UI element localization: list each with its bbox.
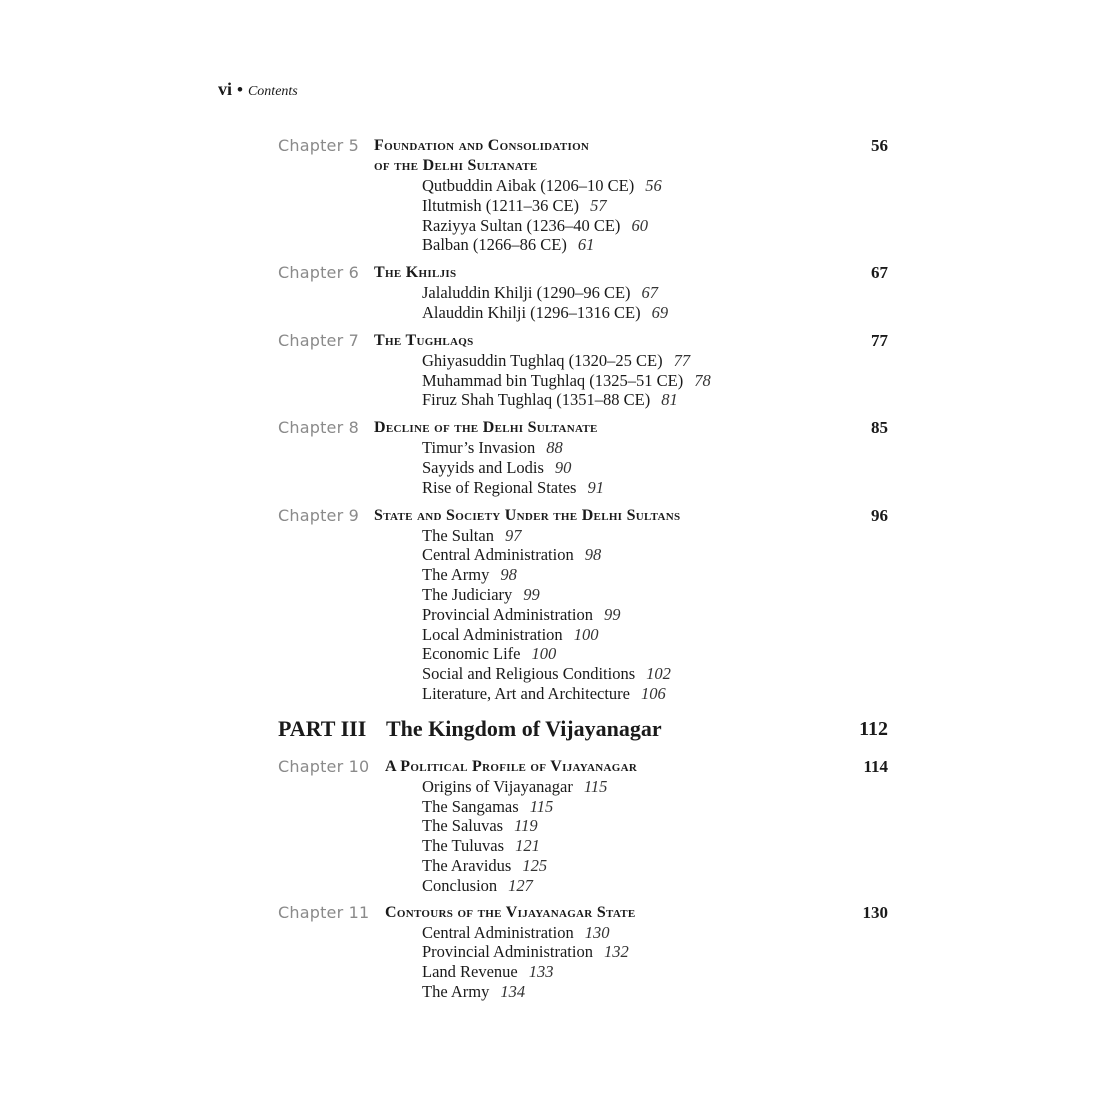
page-number: vi	[218, 79, 233, 99]
section-title: Balban (1266–86 CE)	[422, 235, 567, 255]
chapter-label: Chapter 7	[278, 330, 360, 350]
section-title: The Army	[422, 565, 490, 585]
chapter-entry	[278, 331, 888, 410]
chapters-group-a	[278, 136, 888, 704]
section-page: 121	[515, 836, 540, 856]
section-page: 115	[529, 796, 554, 816]
section-title: Literature, Art and Architecture	[422, 683, 630, 703]
section-item	[422, 526, 888, 546]
section-list	[278, 526, 888, 704]
section-item	[422, 438, 888, 458]
section-page: 91	[587, 477, 604, 497]
section-title: Land Revenue	[422, 962, 518, 982]
section-page: 57	[590, 195, 607, 215]
table-of-contents	[278, 136, 888, 1010]
section-item	[422, 856, 888, 876]
section-item	[422, 816, 888, 836]
section-page: 78	[694, 370, 711, 390]
section-title: Provincial Administration	[422, 942, 593, 962]
section-item	[422, 545, 888, 565]
section-item	[422, 777, 888, 797]
chapter-title: Contours of the Vijayanagar State	[385, 903, 636, 921]
section-list	[278, 777, 888, 896]
section-page: 56	[645, 176, 662, 195]
section-title: Social and Religious Conditions	[422, 664, 636, 684]
running-head	[218, 79, 298, 102]
section-page: 97	[504, 525, 522, 545]
section-title: Iltutmish (1211–36 CE)	[422, 195, 580, 215]
section-title: Sayyids and Lodis	[422, 457, 544, 477]
chapters-group-b	[278, 757, 888, 1002]
chapter-line	[278, 331, 888, 351]
section-page: 119	[514, 816, 538, 836]
section-page: 99	[523, 584, 540, 604]
section-page: 88	[546, 438, 563, 458]
section-title: Ghiyasuddin Tughlaq (1320–25 CE)	[422, 350, 663, 370]
section-page: 67	[641, 283, 659, 303]
section-title: The Sultan	[422, 525, 494, 545]
chapter-label: Chapter 5	[278, 136, 360, 155]
chapter-page: 85	[871, 418, 888, 438]
section-item	[422, 797, 888, 817]
section-item	[422, 565, 888, 585]
section-item	[422, 625, 888, 645]
section-item	[422, 458, 888, 478]
chapter-title-line2: of the Delhi Sultanate	[374, 157, 538, 174]
section-page: 90	[554, 457, 572, 477]
chapter-label: Chapter 10	[278, 756, 370, 776]
chapter-line	[278, 903, 888, 923]
chapter-title: Decline of the Delhi Sultanate	[374, 419, 598, 437]
chapter-label: Chapter 9	[278, 505, 360, 525]
section-page: 60	[631, 215, 648, 235]
section-page: 98	[500, 565, 517, 585]
section-title: Economic Life	[422, 644, 521, 664]
chapter-entry	[278, 263, 888, 323]
section-title: Central Administration	[422, 922, 574, 942]
chapter-title: Foundation and Consolidation	[374, 137, 590, 154]
section-title: Jalaluddin Khilji (1290–96 CE)	[422, 283, 631, 303]
chapter-page: 114	[863, 756, 888, 776]
section-title: Muhammad bin Tughlaq (1325–51 CE)	[422, 370, 684, 390]
section-list	[278, 923, 888, 1002]
section-list	[278, 351, 888, 410]
section-item	[422, 982, 888, 1002]
chapter-line	[278, 418, 888, 438]
part-label: PART III	[278, 715, 367, 741]
section-list	[278, 283, 888, 323]
chapter-page: 67	[871, 263, 888, 283]
section-title: Raziyya Sultan (1236–40 CE)	[422, 215, 621, 235]
section-title: Origins of Vijayanagar	[422, 776, 573, 796]
section-item	[422, 390, 888, 410]
section-title: The Judiciary	[422, 584, 513, 604]
section-page: 106	[641, 683, 666, 703]
section-item	[422, 585, 888, 605]
chapter-label: Chapter 6	[278, 263, 360, 283]
chapter-entry	[278, 418, 888, 497]
chapter-title: State and Society Under the Delhi Sultans	[374, 506, 681, 524]
section-item	[422, 478, 888, 498]
section-item	[422, 876, 888, 896]
chapter-page: 77	[871, 330, 888, 350]
section-item	[422, 351, 888, 371]
chapter-label: Chapter 8	[278, 418, 360, 438]
running-title: Contents	[247, 84, 298, 99]
section-item	[422, 684, 888, 704]
section-item	[422, 836, 888, 856]
section-page: 133	[528, 962, 554, 982]
section-item	[422, 942, 888, 962]
part-heading	[278, 714, 888, 744]
chapter-page: 96	[871, 505, 888, 525]
section-page: 81	[661, 390, 678, 410]
section-title: The Army	[422, 981, 490, 1001]
chapter-line	[278, 506, 888, 526]
chapter-title: The Khiljis	[374, 264, 457, 282]
section-page: 125	[522, 855, 548, 875]
chapter-entry	[278, 136, 888, 255]
section-item	[422, 283, 888, 303]
section-title: The Tuluvas	[422, 836, 505, 856]
section-page: 61	[577, 235, 595, 255]
chapter-line	[278, 757, 888, 777]
section-item	[422, 371, 888, 391]
section-title: Provincial Administration	[422, 604, 593, 624]
section-page: 77	[673, 350, 691, 370]
section-item	[422, 962, 888, 982]
section-item	[422, 664, 888, 684]
section-page: 100	[573, 624, 599, 644]
chapter-page: 56	[871, 136, 888, 155]
section-title: The Sangamas	[422, 796, 519, 816]
section-page: 134	[500, 981, 526, 1001]
separator: •	[237, 80, 243, 99]
section-title: Central Administration	[422, 545, 574, 565]
section-item	[422, 923, 888, 943]
chapter-title: The Tughlaqs	[374, 331, 474, 349]
chapter-page: 130	[862, 902, 888, 922]
section-title: The Aravidus	[422, 855, 512, 875]
chapter-entry	[278, 506, 888, 704]
part-page: 112	[859, 717, 888, 740]
section-title: Conclusion	[422, 875, 498, 895]
chapter-entry	[278, 757, 888, 896]
section-page: 99	[603, 604, 621, 624]
section-page: 130	[584, 922, 610, 942]
chapter-line	[278, 136, 888, 156]
section-item	[422, 303, 888, 323]
section-page: 115	[583, 776, 608, 796]
section-page: 98	[584, 545, 602, 565]
chapter-title: A Political Profile of Vijayanagar	[385, 757, 638, 775]
section-title: Firuz Shah Tughlaq (1351–88 CE)	[422, 390, 651, 410]
section-item	[422, 235, 888, 255]
section-title: The Saluvas	[422, 816, 504, 836]
section-page: 102	[646, 664, 671, 684]
section-item	[422, 176, 888, 196]
section-title: Alauddin Khilji (1296–1316 CE)	[422, 302, 641, 322]
section-item	[422, 196, 888, 216]
section-page: 69	[651, 302, 669, 322]
section-page: 100	[531, 644, 557, 664]
section-item	[422, 216, 888, 236]
section-list	[278, 438, 888, 497]
section-title: Local Administration	[422, 624, 563, 644]
chapter-label: Chapter 11	[278, 902, 370, 922]
section-item	[422, 644, 888, 664]
section-title: Rise of Regional States	[422, 477, 577, 497]
section-title: Timur’s Invasion	[422, 438, 536, 458]
section-list	[278, 176, 888, 255]
section-page: 132	[603, 942, 629, 962]
chapter-entry	[278, 903, 888, 1002]
section-title: Qutbuddin Aibak (1206–10 CE)	[422, 176, 635, 195]
part-title: The Kingdom of Vijayanagar	[386, 715, 662, 741]
section-item	[422, 605, 888, 625]
section-page: 127	[508, 875, 533, 895]
chapter-line	[278, 263, 888, 283]
